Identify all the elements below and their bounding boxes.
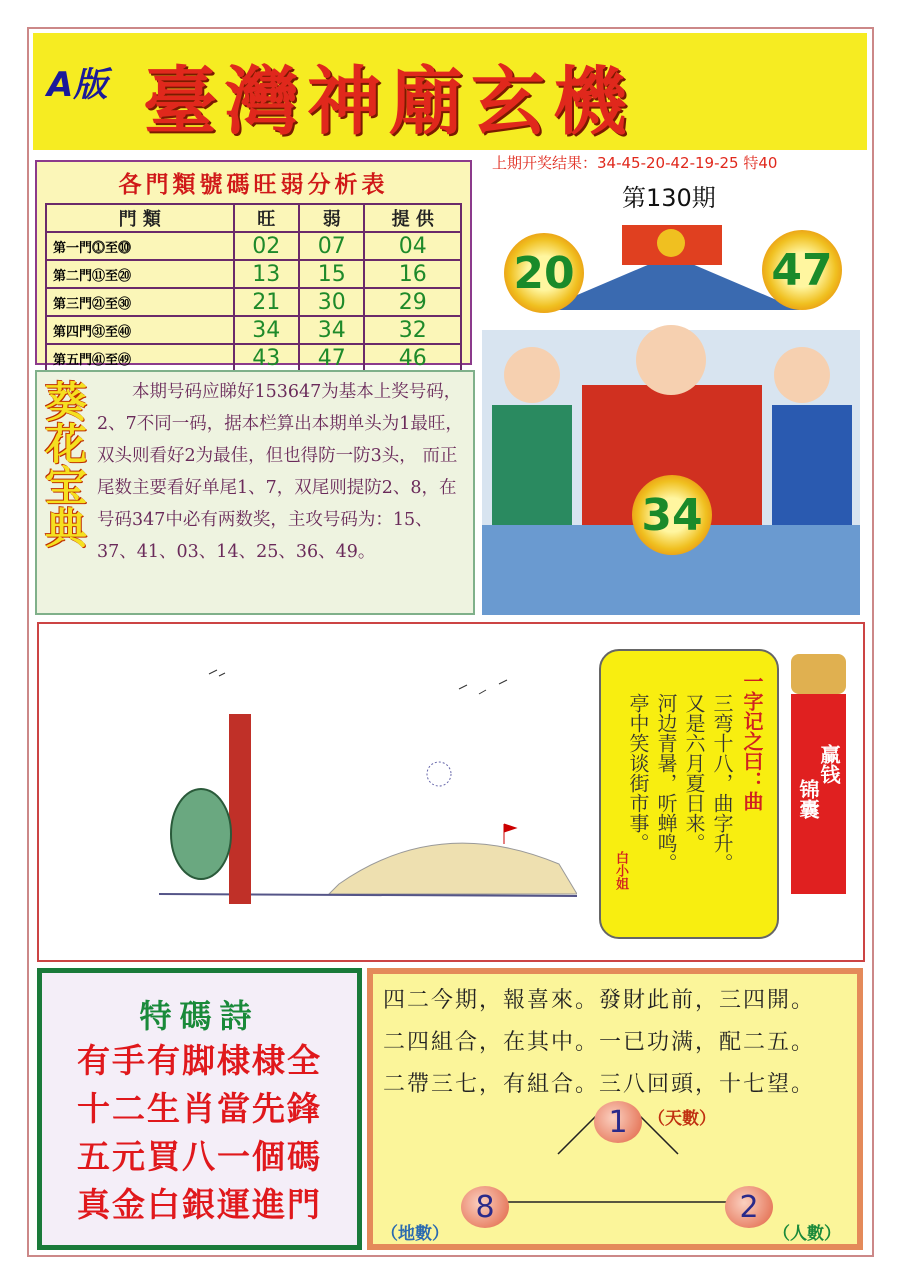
cell: 15 bbox=[299, 260, 364, 288]
cell: 16 bbox=[364, 260, 461, 288]
bag-label: 赢钱 bbox=[817, 744, 841, 784]
header-banner bbox=[33, 33, 867, 150]
scroll-line: 又是六月夏日来。 bbox=[682, 693, 706, 853]
page-title: 臺灣神廟玄機 bbox=[143, 59, 635, 145]
riddle-line: 二四組合，在其中。一已功满，配二五。 bbox=[383, 1030, 816, 1055]
row-label: 第三門㉑至㉚ bbox=[46, 288, 234, 316]
scroll-heading: 一字记之曰：曲 bbox=[740, 671, 764, 811]
scroll-poem bbox=[599, 649, 779, 939]
riddle-line: 四二今期，報喜來。發財此前，三四開。 bbox=[383, 988, 816, 1013]
bag-label: 锦囊 bbox=[796, 779, 820, 819]
riddle-panel bbox=[367, 968, 863, 1250]
scroll-line: 河边青暑，听蝉鸣。 bbox=[654, 693, 678, 873]
human-label: （人數） bbox=[773, 1224, 841, 1244]
scroll-line: 三弯十八，曲字升。 bbox=[710, 693, 734, 873]
col-header: 門 類 bbox=[46, 204, 234, 232]
poem-title: 特碼詩 bbox=[139, 997, 260, 1035]
cell: 34 bbox=[299, 316, 364, 344]
baodian-panel bbox=[35, 370, 475, 615]
cell: 30 bbox=[299, 288, 364, 316]
issue-number: 第130期 bbox=[622, 184, 716, 212]
lucky-ball: 34 bbox=[632, 475, 712, 555]
col-header: 旺 bbox=[234, 204, 299, 232]
table-title: 各門類號碼旺弱分析表 bbox=[118, 172, 389, 198]
table-row bbox=[46, 316, 461, 344]
last-draw-result: 上期开奖结果：34-45-20-42-19-25 特40 bbox=[492, 154, 778, 172]
cell: 43 bbox=[234, 344, 299, 372]
lucky-ball: 20 bbox=[504, 233, 584, 313]
cell: 34 bbox=[234, 316, 299, 344]
heaven-number: 1 bbox=[594, 1101, 642, 1143]
table-row bbox=[46, 260, 461, 288]
poem-line: 十二生肖當先鋒 bbox=[77, 1089, 322, 1128]
lucky-ball: 47 bbox=[762, 230, 842, 310]
cell: 32 bbox=[364, 316, 461, 344]
temple-illustration bbox=[482, 215, 860, 615]
money-bag-icon bbox=[791, 654, 846, 694]
row-label: 第五門㊶至㊾ bbox=[46, 344, 234, 372]
cell: 21 bbox=[234, 288, 299, 316]
col-header: 提 供 bbox=[364, 204, 461, 232]
cell: 04 bbox=[364, 232, 461, 260]
table-row bbox=[46, 288, 461, 316]
scroll-signature: 白小姐 bbox=[613, 851, 628, 890]
col-header: 弱 bbox=[299, 204, 364, 232]
special-poem-panel bbox=[37, 968, 362, 1250]
row-label: 第四門㉛至㊵ bbox=[46, 316, 234, 344]
edition-logo: A版 bbox=[47, 65, 108, 105]
cell: 29 bbox=[364, 288, 461, 316]
poem-line: 有手有脚棣棣全 bbox=[77, 1041, 322, 1080]
cell: 02 bbox=[234, 232, 299, 260]
frog-cartoon bbox=[59, 634, 577, 944]
scroll-line: 亭中笑谈街市事。 bbox=[626, 693, 650, 853]
silk-bag-banner bbox=[791, 694, 846, 894]
cell: 46 bbox=[364, 344, 461, 372]
heaven-label: （天數） bbox=[648, 1109, 716, 1129]
cartoon-image bbox=[59, 634, 577, 944]
table-row bbox=[46, 344, 461, 372]
cell: 47 bbox=[299, 344, 364, 372]
earth-label: （地數） bbox=[381, 1224, 449, 1244]
middle-panel bbox=[37, 622, 865, 962]
cell: 07 bbox=[299, 232, 364, 260]
baodian-text: 本期号码应睇好153647为基本上奖号码，2、7不同一码，据本栏算出本期单头为1最旺，双头则看好2为最佳，但也得防一防3头， 而正尾数主要看好单尾1、7，双尾则提防2、8，在号码347中必有两数奖，主攻号码为：15、37、41、03、14、25、36、49。 bbox=[97, 382, 463, 562]
row-label: 第一門⓵至⓾ bbox=[46, 232, 234, 260]
human-number: 2 bbox=[725, 1186, 773, 1228]
cell: 13 bbox=[234, 260, 299, 288]
earth-number: 8 bbox=[461, 1186, 509, 1228]
table-row bbox=[46, 232, 461, 260]
analysis-table bbox=[45, 203, 462, 373]
riddle-line: 二帶三七，有組合。三八回頭，十七望。 bbox=[383, 1072, 816, 1097]
baodian-title: 葵花宝典 bbox=[39, 380, 88, 548]
poem-line: 真金白銀運進門 bbox=[77, 1185, 322, 1224]
row-label: 第二門⑪至⑳ bbox=[46, 260, 234, 288]
poem-line: 五元買八一個碼 bbox=[77, 1137, 322, 1176]
analysis-table-panel bbox=[35, 160, 472, 371]
